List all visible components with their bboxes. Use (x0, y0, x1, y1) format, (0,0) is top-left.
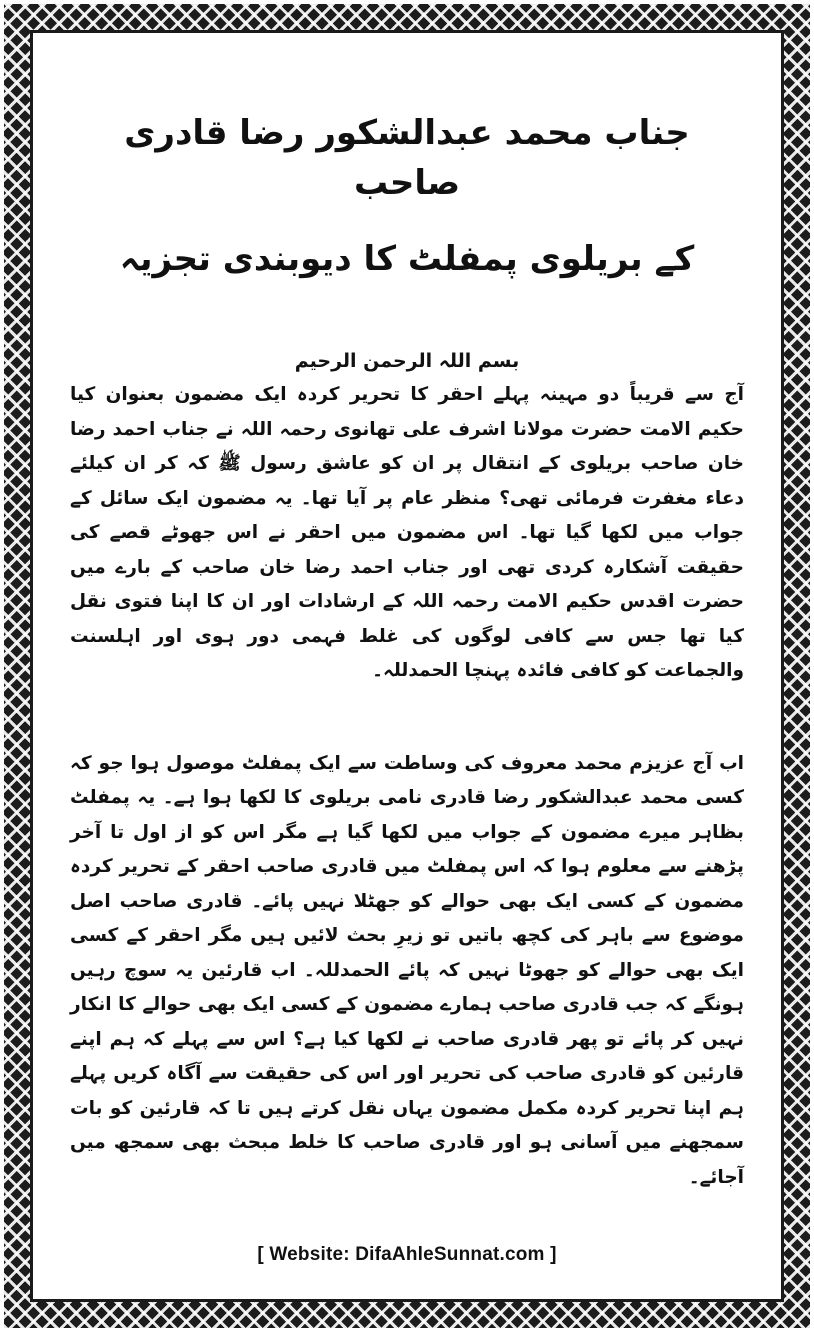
paragraph-2: اب آج عزیزم محمد معروف کی وساطت سے ایک پمفلٹ موصول ہوا جو کہ کسی محمد عبدالشکور رضا قادری نامی بریلوی کا لکھا ہوا ہے۔ یہ پمفلٹ بظاہر میرے مضمون کے جواب میں لکھا گیا ہے مگر اس کو از اول تا آخر پڑھنے سے معلوم ہوا کہ اس پمفلٹ میں قادری صاحب احقر کے تحریر کردہ مضمون کے کسی ایک بھی حوالے کو جھٹلا نہیں پائے۔ قادری صاحب اصل موضوع سے باہر کی کچھ باتیں تو زیرِ بحث لائیں ہیں مگر احقر کے کسی ایک بھی حوالے کو جھوٹا نہیں کہ پائے الحمدللہ۔ اب قارئین یہ سوچ رہیں ہونگے کہ جب قادری صاحب ہمارے مضمون کے کسی ایک بھی حوالے کا انکار نہیں کر پائے تو پھر قادری صاحب نے لکھا کیا ہے؟ اس سے پہلے کہ ہم اپنے قارئین کو قادری صاحب کی تحریر اور اس کی حقیقت سے آگاہ کریں پہلے ہم اپنا تحریر کردہ مکمل مضمون یہاں نقل کرتے ہیں تا کہ قارئین کو بات سمجھنے میں آسانی ہو اور قادری صاحب کا خلط مبحث بھی سمجھ میں آجائے۔ (70, 752, 744, 1188)
document-page (36, 36, 778, 1296)
bismillah: بسم اللہ الرحمن الرحیم (294, 350, 520, 372)
title-line-1: جناب محمد عبدالشکور رضا قادری صاحب (124, 113, 690, 203)
title-line-2: کے بریلوی پمفلٹ کا دیوبندی تجزیہ (119, 239, 695, 279)
paragraph-1: آج سے قریباً دو مہینہ پہلے احقر کا تحریر کردہ ایک مضمون بعنوان کیا حکیم الامت حضرت مولانا اشرف علی تھانوی رحمہ اللہ نے جناب احمد رضا خان صاحب بریلوی کے انتقال پر ان کو عاشق رسول ﷺ کہ کر ان کیلئے دعاء مغفرت فرمائی تھی؟ منظر عام پر آیا تھا۔ یہ مضمون ایک سائل کے جواب میں لکھا گیا تھا۔ اس مضمون میں احقر نے اس جھوٹے قصے کی حقیقت آشکارہ کردی تھی اور جناب احمد رضا خان صاحب کے بارے میں حضرت اقدس حکیم الامت رحمہ اللہ کے ارشادات اور ان کا اپنا فتوی نقل کیا تھا جس سے کافی لوگوں کی غلط فہمی دور ہوی اور اہلسنت والجماعت کو کافی فائدہ پہنچا الحمدللہ۔ (70, 384, 744, 681)
website-footer: [ Website: DifaAhleSunnat.com ] (257, 1244, 557, 1265)
